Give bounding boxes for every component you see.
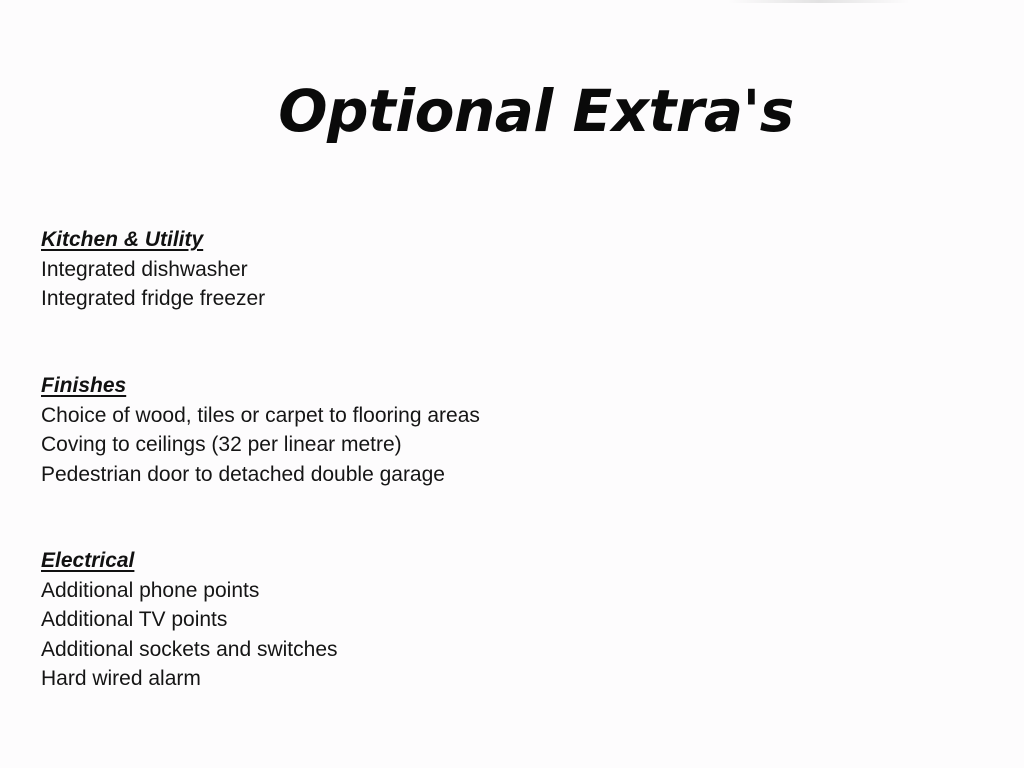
list-item: Additional TV points	[41, 608, 228, 631]
top-edge-artifact	[728, 0, 910, 3]
section-heading: Finishes	[41, 374, 127, 397]
list-item: Hard wired alarm	[41, 667, 201, 690]
list-item: Additional sockets and switches	[41, 637, 338, 661]
list-item: Coving to ceilings (32 per linear metre)	[41, 433, 402, 456]
list-item: Choice of wood, tiles or carpet to flooring areas	[41, 403, 480, 427]
section-heading: Electrical	[41, 549, 135, 572]
section-heading: Kitchen & Utility	[41, 228, 204, 251]
section-electrical	[41, 546, 741, 694]
section-kitchen-utility	[41, 225, 741, 314]
item-list	[41, 576, 741, 694]
list-item: Integrated dishwasher	[41, 257, 248, 281]
page-title: Optional Extra's	[278, 77, 794, 145]
list-item: Pedestrian door to detached double garage	[41, 462, 445, 486]
section-finishes	[41, 371, 741, 489]
list-item: Integrated fridge freezer	[41, 287, 266, 310]
list-item: Additional phone points	[41, 578, 260, 602]
item-list	[41, 255, 741, 314]
item-list	[41, 401, 741, 490]
